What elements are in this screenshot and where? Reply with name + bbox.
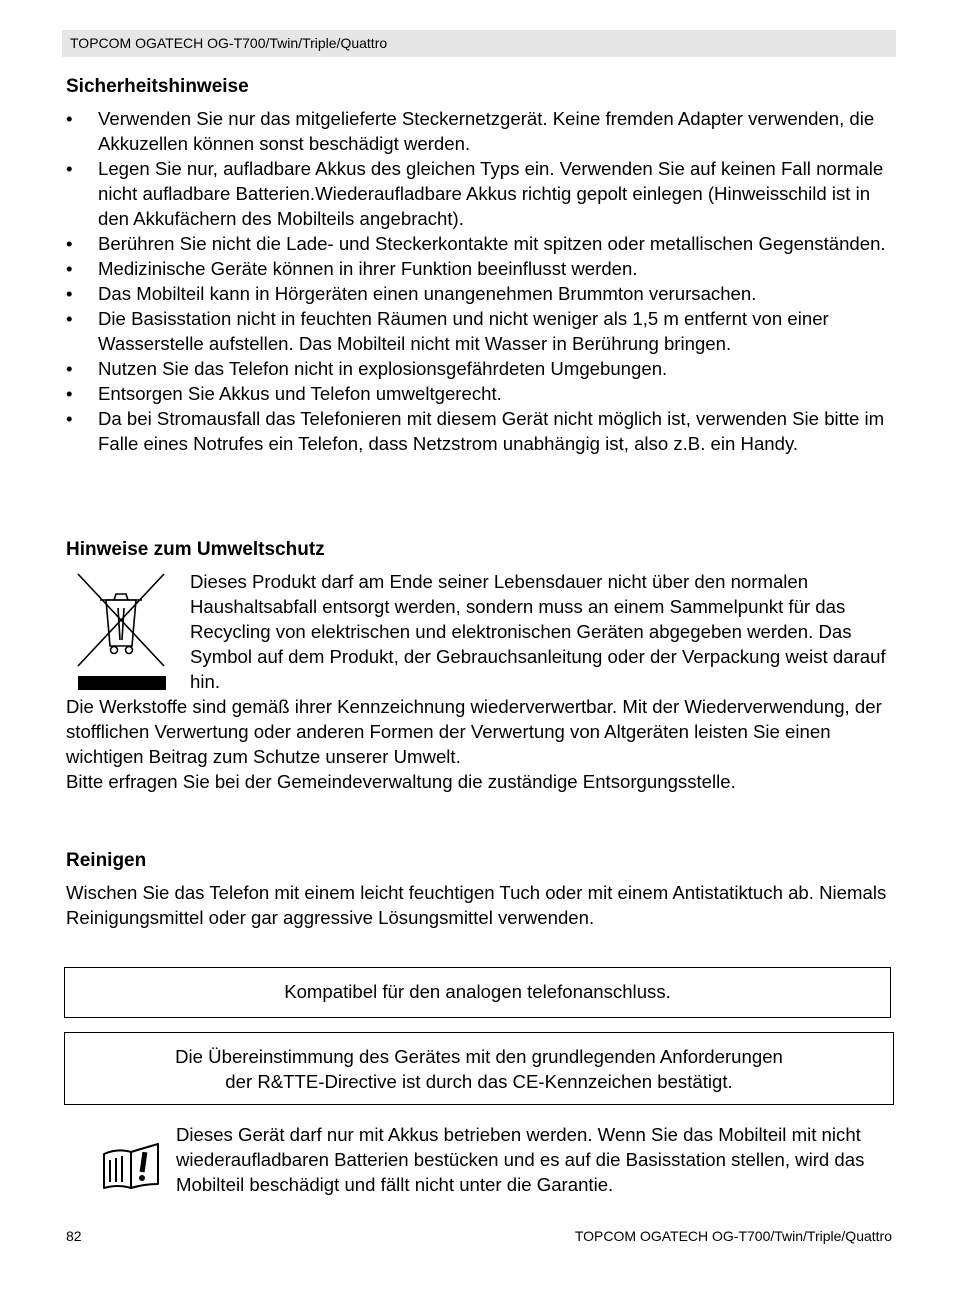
- compat-box: [64, 967, 891, 1018]
- list-item: • Legen Sie nur, aufladbare Akkus des gleichen Typs ein. Verwenden Sie auf keinen Fall normale nicht aufladbare Batterien.Wiederaufladbare Akkus richtig gepolt einlegen (Hinweisschild ist in den Akkufächern des Mobilteils angebracht).: [66, 156, 896, 231]
- list-item: • Entsorgen Sie Akkus und Telefon umweltgerecht.: [66, 381, 896, 406]
- environment-heading: Hinweise zum Umweltschutz: [66, 539, 325, 560]
- list-item: • Das Mobilteil kann in Hörgeräten einen unangenehmen Brummton verursachen.: [66, 281, 896, 306]
- list-item: • Medizinische Geräte können in ihrer Funktion beeinflusst werden.: [66, 256, 896, 281]
- list-item: • Die Basisstation nicht in feuchten Räumen und nicht weniger als 1,5 m entfernt von einer Wasserstelle aufstellen. Das Mobilteil nicht mit Wasser in Berührung bringen.: [66, 306, 896, 356]
- list-item: • Verwenden Sie nur das mitgelieferte Steckernetzgerät. Keine fremden Adapter verwenden, die Akkuzellen können sonst beschädigt werden.: [66, 106, 896, 156]
- page-number: 82: [66, 1228, 82, 1244]
- ce-line-2: der R&TTE-Directive ist durch das CE-Kennzeichen bestätigt.: [225, 1071, 733, 1092]
- safety-heading: Sicherheitshinweise: [66, 76, 249, 97]
- ce-box: [64, 1032, 894, 1105]
- list-item: • Nutzen Sie das Telefon nicht in explosionsgefährdeten Umgebungen.: [66, 356, 896, 381]
- header-bar: [62, 30, 896, 57]
- environment-text: [66, 569, 896, 794]
- safety-list: [66, 106, 896, 456]
- compat-text: Kompatibel für den analogen telefonanschluss.: [284, 981, 671, 1002]
- header-title: TOPCOM OGATECH OG-T700/Twin/Triple/Quattro: [70, 35, 388, 51]
- environment-paragraph-2: Die Werkstoffe sind gemäß ihrer Kennzeichnung wiederverwertbar. Mit der Wiederverwendung, der stofflichen Verwertung oder anderen Formen der Verwertung von Altgeräten leisten Sie einen wichtigen Beitrag zum Schutze unserer Umwelt.: [66, 696, 882, 767]
- list-item: • Da bei Stromausfall das Telefonieren mit diesem Gerät nicht möglich ist, verwenden Sie bitte im Falle eines Notrufes ein Telefon, dass Netzstrom unabhängig ist, also z.B. ein Handy.: [66, 406, 896, 456]
- cleaning-text: Wischen Sie das Telefon mit einem leicht feuchtigen Tuch oder mit einem Antistatiktuch ab. Niemals Reinigungsmittel oder gar aggressive Lösungsmittel verwenden.: [66, 882, 887, 928]
- icon-space: [66, 569, 190, 694]
- ce-line-1: Die Übereinstimmung des Gerätes mit den grundlegenden Anforderungen: [175, 1046, 783, 1067]
- list-item: • Berühren Sie nicht die Lade- und Steckerkontakte mit spitzen oder metallischen Gegenständen.: [66, 231, 896, 256]
- manual-exclamation-icon: [100, 1140, 162, 1192]
- environment-paragraph-1: Dieses Produkt darf am Ende seiner Lebensdauer nicht über den normalen Haushaltsabfall entsorgt werden, sondern muss an einem Sammelpunkt für das Recycling von elektrischen und elektronischen Geräten abgegeben werden. Das Symbol auf dem Produkt, der Gebrauchsanleitung oder der Verpackung weist darauf hin.: [190, 571, 886, 692]
- warning-text: Dieses Gerät darf nur mit Akkus betrieben werden. Wenn Sie das Mobilteil mit nicht wiederaufladbaren Batterien bestücken und es auf die Basisstation stellen, wird das Mobilteil beschädigt und fällt nicht unter die Garantie.: [176, 1124, 865, 1195]
- environment-paragraph-3: Bitte erfragen Sie bei der Gemeindeverwaltung die zuständige Entsorgungsstelle.: [66, 771, 736, 792]
- cleaning-heading: Reinigen: [66, 850, 147, 871]
- footer-title: TOPCOM OGATECH OG-T700/Twin/Triple/Quattro: [574, 1228, 892, 1244]
